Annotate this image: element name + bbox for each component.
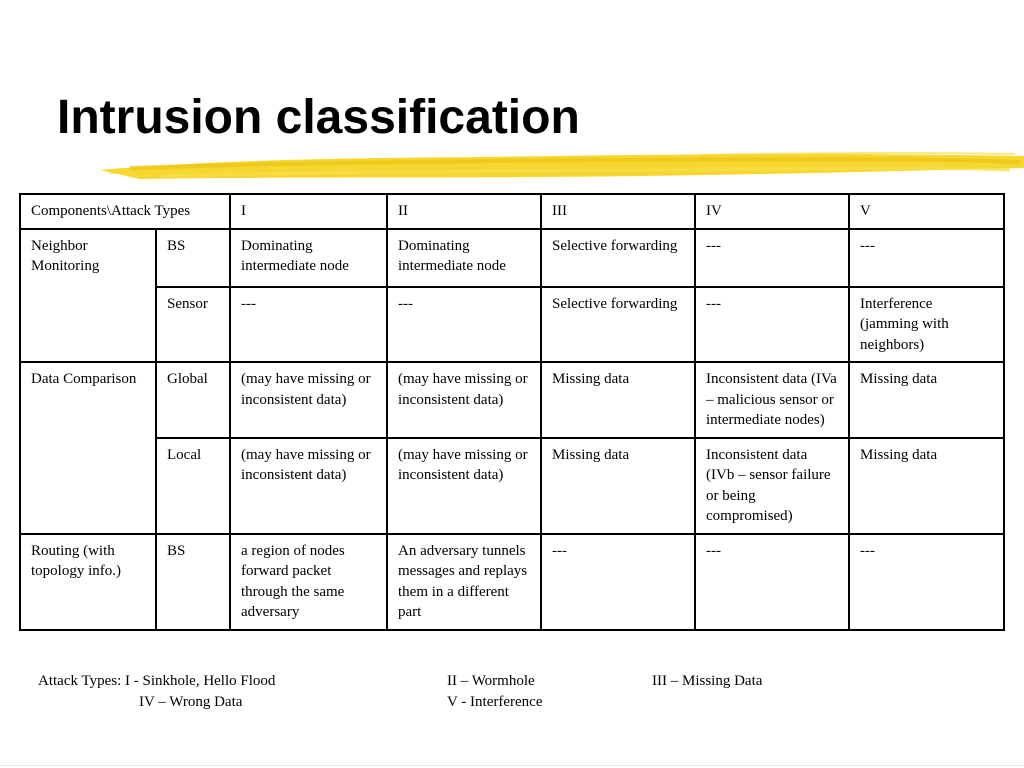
table-cell: An adversary tunnels messages and replays them in a different part — [387, 534, 541, 630]
table-cell: Inconsistent data (IVb – sensor failure or being compromised) — [695, 438, 849, 534]
table-cell: Selective forwarding — [541, 287, 695, 363]
table-row — [20, 229, 1004, 287]
attack-types-legend — [38, 671, 998, 715]
table-cell: Inconsistent data (IVa – malicious sensor or intermediate nodes) — [695, 362, 849, 438]
table-cell: --- — [695, 287, 849, 363]
table-cell: (may have missing or inconsistent data) — [387, 362, 541, 438]
table-cell: Missing data — [541, 362, 695, 438]
table-row — [20, 534, 1004, 630]
table-cell: --- — [849, 229, 1004, 287]
sub-label: Local — [156, 438, 230, 534]
legend-type-ii: II – Wormhole — [447, 673, 535, 689]
slide-title: Intrusion classification — [57, 91, 580, 144]
table-cell: (may have missing or inconsistent data) — [230, 362, 387, 438]
table-cell: --- — [387, 287, 541, 363]
intrusion-classification-table — [19, 193, 1005, 631]
header-type-iii: III — [541, 194, 695, 229]
table-cell: Dominating intermediate node — [230, 229, 387, 287]
table-cell: Dominating intermediate node — [387, 229, 541, 287]
table-cell: Selective forwarding — [541, 229, 695, 287]
table-cell: --- — [695, 534, 849, 630]
sub-label: BS — [156, 229, 230, 287]
yellow-brush-underline — [100, 146, 1024, 188]
legend-type-iii: III – Missing Data — [652, 673, 763, 689]
sub-label: Global — [156, 362, 230, 438]
table-cell: (may have missing or inconsistent data) — [387, 438, 541, 534]
table-cell: --- — [849, 534, 1004, 630]
legend-type-v: V - Interference — [447, 693, 543, 710]
legend-type-iv: IV – Wrong Data — [139, 693, 243, 710]
table-cell: --- — [230, 287, 387, 363]
sub-label: BS — [156, 534, 230, 630]
header-type-i: I — [230, 194, 387, 229]
table-cell: (may have missing or inconsistent data) — [230, 438, 387, 534]
table-row — [20, 362, 1004, 438]
table-cell: --- — [541, 534, 695, 630]
header-row — [20, 194, 1004, 229]
table-cell: Missing data — [541, 438, 695, 534]
legend-type-i: Attack Types: I - Sinkhole, Hello Flood — [38, 673, 276, 689]
table-cell: Interference (jamming with neighbors) — [849, 287, 1004, 363]
header-type-ii: II — [387, 194, 541, 229]
sub-label: Sensor — [156, 287, 230, 363]
group-label-data-comparison: Data Comparison — [20, 362, 156, 534]
group-label-neighbor-monitoring: Neighbor Monitoring — [20, 229, 156, 363]
header-components-cell: Components\Attack Types — [20, 194, 230, 229]
table-cell: Missing data — [849, 362, 1004, 438]
table-row — [20, 287, 1004, 363]
table-row — [20, 438, 1004, 534]
header-type-iv: IV — [695, 194, 849, 229]
table-cell: --- — [695, 229, 849, 287]
header-type-v: V — [849, 194, 1004, 229]
table-cell: a region of nodes forward packet through the same adversary — [230, 534, 387, 630]
table-cell: Missing data — [849, 438, 1004, 534]
group-label-routing: Routing (with topology info.) — [20, 534, 156, 630]
footer-divider — [0, 765, 1024, 766]
